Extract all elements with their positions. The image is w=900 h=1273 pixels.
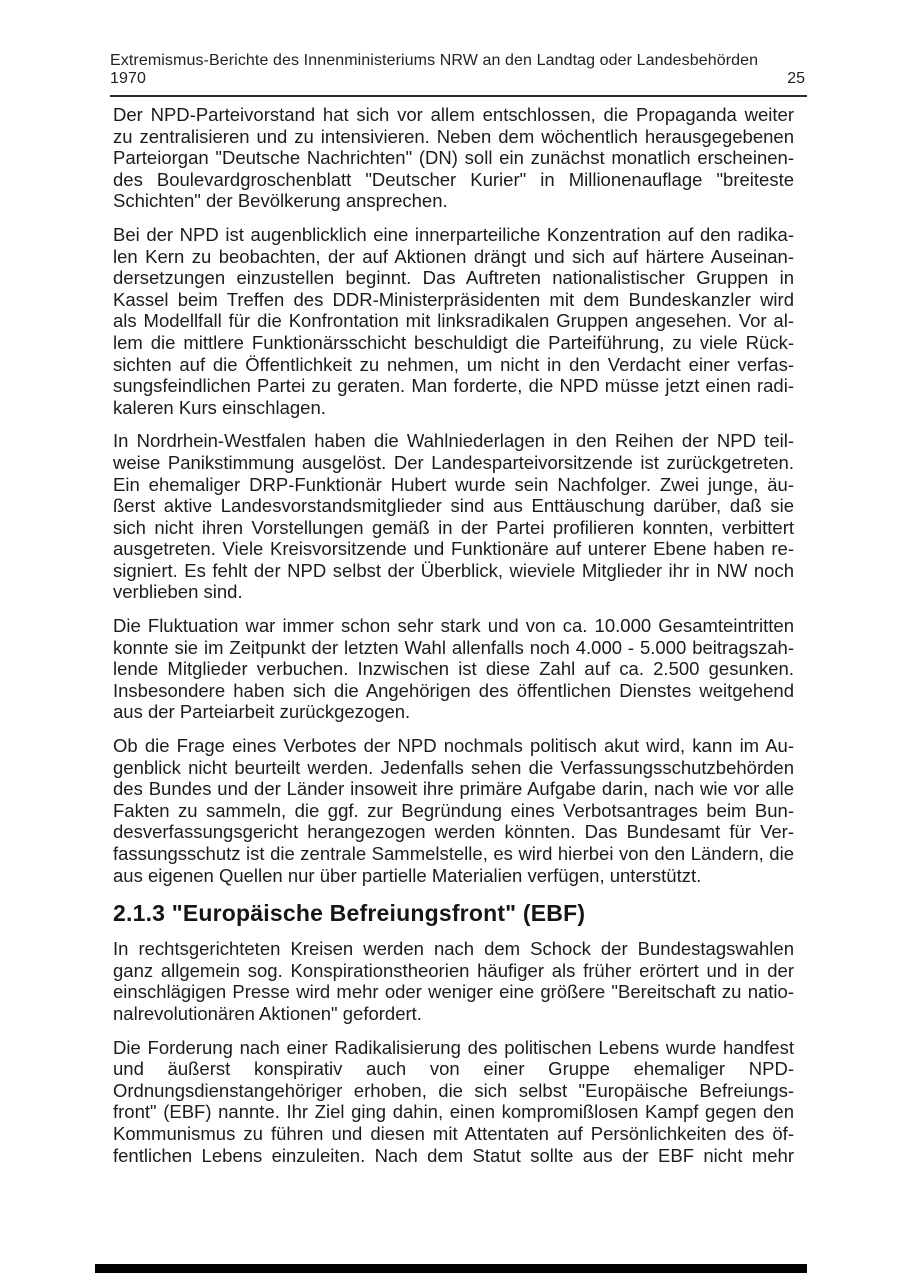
scan-edge-bar [95,1264,807,1273]
text-line: sungsfeindlichen Partei zu geraten. Man forderte, die NPD müsse jetzt einen radi- [113,375,794,397]
text-line: sichten auf die Öffentlichkeit zu nehmen, um nicht in den Verdacht einer verfas- [113,353,794,375]
paragraph-npd-propaganda [113,104,794,212]
paragraph-konspirationstheorien [113,938,794,1024]
text-line: Ein ehemaliger DRP-Funktionär Hubert wurde sein Nachfolger. Zwei junge, äu- [113,473,794,495]
text-line: genblick nicht beurteilt werden. Jedenfalls sehen die Verfassungsschutzbehörden [113,756,794,778]
text-line: In rechtsgerichteten Kreisen werden nach dem Schock der Bundestagswahlen [113,938,794,960]
text-line: ganz allgemein sog. Konspirationstheorien häufiger als früher erörtert und in der [113,959,794,981]
text-line: weise Panikstimmung ausgelöst. Der Landesparteivorsitzende ist zurückgetreten. [113,451,794,473]
text-line: ausgetreten. Viele Kreisvorsitzende und Funktionäre auf unterer Ebene haben re- [113,538,794,560]
text-line: Kommunismus zu führen und diesen mit Attentaten auf Persönlichkeiten des öf- [113,1122,794,1144]
text-line: zu zentralisieren und zu intensivieren. Neben dem wöchentlich herausgegebenen [113,125,794,147]
text-line: des Bundes und der Länder insoweit ihre primäre Aufgabe darin, nach wie vor alle [113,778,794,800]
text-line: nalrevolutionären Aktionen" gefordert. [113,1002,422,1024]
document-body [113,104,794,1178]
text-line: fentlichen Lebens einzuleiten. Nach dem Statut sollte aus der EBF nicht mehr [113,1144,794,1166]
text-line: des Boulevardgroschenblatt "Deutscher Kurier" in Millionenauflage "breiteste [113,168,794,190]
page-header [110,52,807,97]
text-line: len Kern zu beobachten, der auf Aktionen drängt und sich auf härtere Auseinan- [113,245,794,267]
text-line: dersetzungen einzustellen beginnt. Das Auftreten nationalistischer Gruppen in [113,267,794,289]
text-line: kaleren Kurs einschlagen. [113,396,326,418]
text-line: Ob die Frage eines Verbotes der NPD nochmals politisch akut wird, kann im Au- [113,735,794,757]
text-line: aus eigenen Quellen nur über partielle Materialien verfügen, unterstützt. [113,864,702,886]
text-line: desverfassungsgericht herangezogen werden könnten. Das Bundesamt für Ver- [113,821,794,843]
text-line: einschlägigen Presse wird mehr oder weniger eine größere "Bereitschaft zu natio- [113,981,794,1003]
text-line: In Nordrhein-Westfalen haben die Wahlniederlagen in den Reihen der NPD teil- [113,430,794,452]
text-line: Der NPD-Parteivorstand hat sich vor allem entschlossen, die Propaganda weiter [113,104,794,125]
text-line: lende Mitglieder verbuchen. Inzwischen ist diese Zahl auf ca. 2.500 gesunken. [113,658,794,680]
paragraph-fluktuation [113,615,794,723]
text-line: Die Forderung nach einer Radikalisierung des politischen Lebens wurde handfest [113,1036,794,1058]
paragraph-npd-radical-core [113,224,794,418]
text-line: ßerst aktive Landesvorstandsmitglieder sind aus Enttäuschung darüber, daß sie [113,495,794,517]
text-line: aus der Parteiarbeit zurückgezogen. [113,701,411,723]
paragraph-nrw-wahlniederlagen [113,430,794,603]
text-line: Parteiorgan "Deutsche Nachrichten" (DN) soll ein zunächst monatlich erscheinen- [113,147,794,169]
text-line: Schichten" der Bevölkerung ansprechen. [113,190,448,212]
text-line: signiert. Es fehlt der NPD selbst der Überblick, wieviele Mitglieder ihr in NW noch [113,559,794,581]
text-line: verblieben sind. [113,581,243,603]
text-line: Ordnungsdienstangehöriger erhoben, die sich selbst "Europäische Befreiungs- [113,1079,794,1101]
text-line: und äußerst konspirativ auch von einer Gruppe ehemaliger NPD- [113,1058,794,1080]
paragraph-ebf-gruppe [113,1037,794,1167]
running-header-title: Extremismus-Berichte des Innenministeriums NRW an den Landtag oder Landesbehörden 1970 [110,52,759,87]
text-line: Bei der NPD ist augenblicklich eine innerparteiliche Konzentration auf den radika- [113,223,794,245]
paragraph-verbotsfrage [113,735,794,886]
text-line: fassungsschutz ist die zentrale Sammelstelle, es wird hierbei von den Ländern, die [113,843,794,864]
text-line: Kassel beim Treffen des DDR-Ministerpräsidenten mit dem Bundeskanzler wird [113,288,794,310]
text-line: Die Fluktuation war immer schon sehr stark und von ca. 10.000 Gesamteintritten [113,615,794,637]
text-line: konnte sie im Zeitpunkt der letzten Wahl allenfalls noch 4.000 - 5.000 beitragszah- [113,636,794,658]
section-heading-ebf: 2.1.3 "Europäische Befreiungsfront" (EBF) [113,900,586,927]
text-line: sich nicht ihren Vorstellungen gemäß in der Partei profilieren konnten, verbittert [113,516,794,538]
text-line: Fakten zu sammeln, die ggf. zur Begründung eines Verbotsantrages beim Bun- [113,799,794,821]
text-line: lem die mittlere Funktionärsschicht beschuldigt die Parteiführung, zu viele Rück- [113,331,794,353]
text-line: als Modellfall für die Konfrontation mit linksradikalen Gruppen angesehen. Vor al- [113,310,794,332]
text-line: front" (EBF) nannte. Ihr Ziel ging dahin, einen kompromißlosen Kampf gegen den [113,1101,794,1123]
text-line: Insbesondere haben sich die Angehörigen des öffentlichen Dienstes weitgehend [113,679,794,701]
page-number: 25 [787,70,805,87]
